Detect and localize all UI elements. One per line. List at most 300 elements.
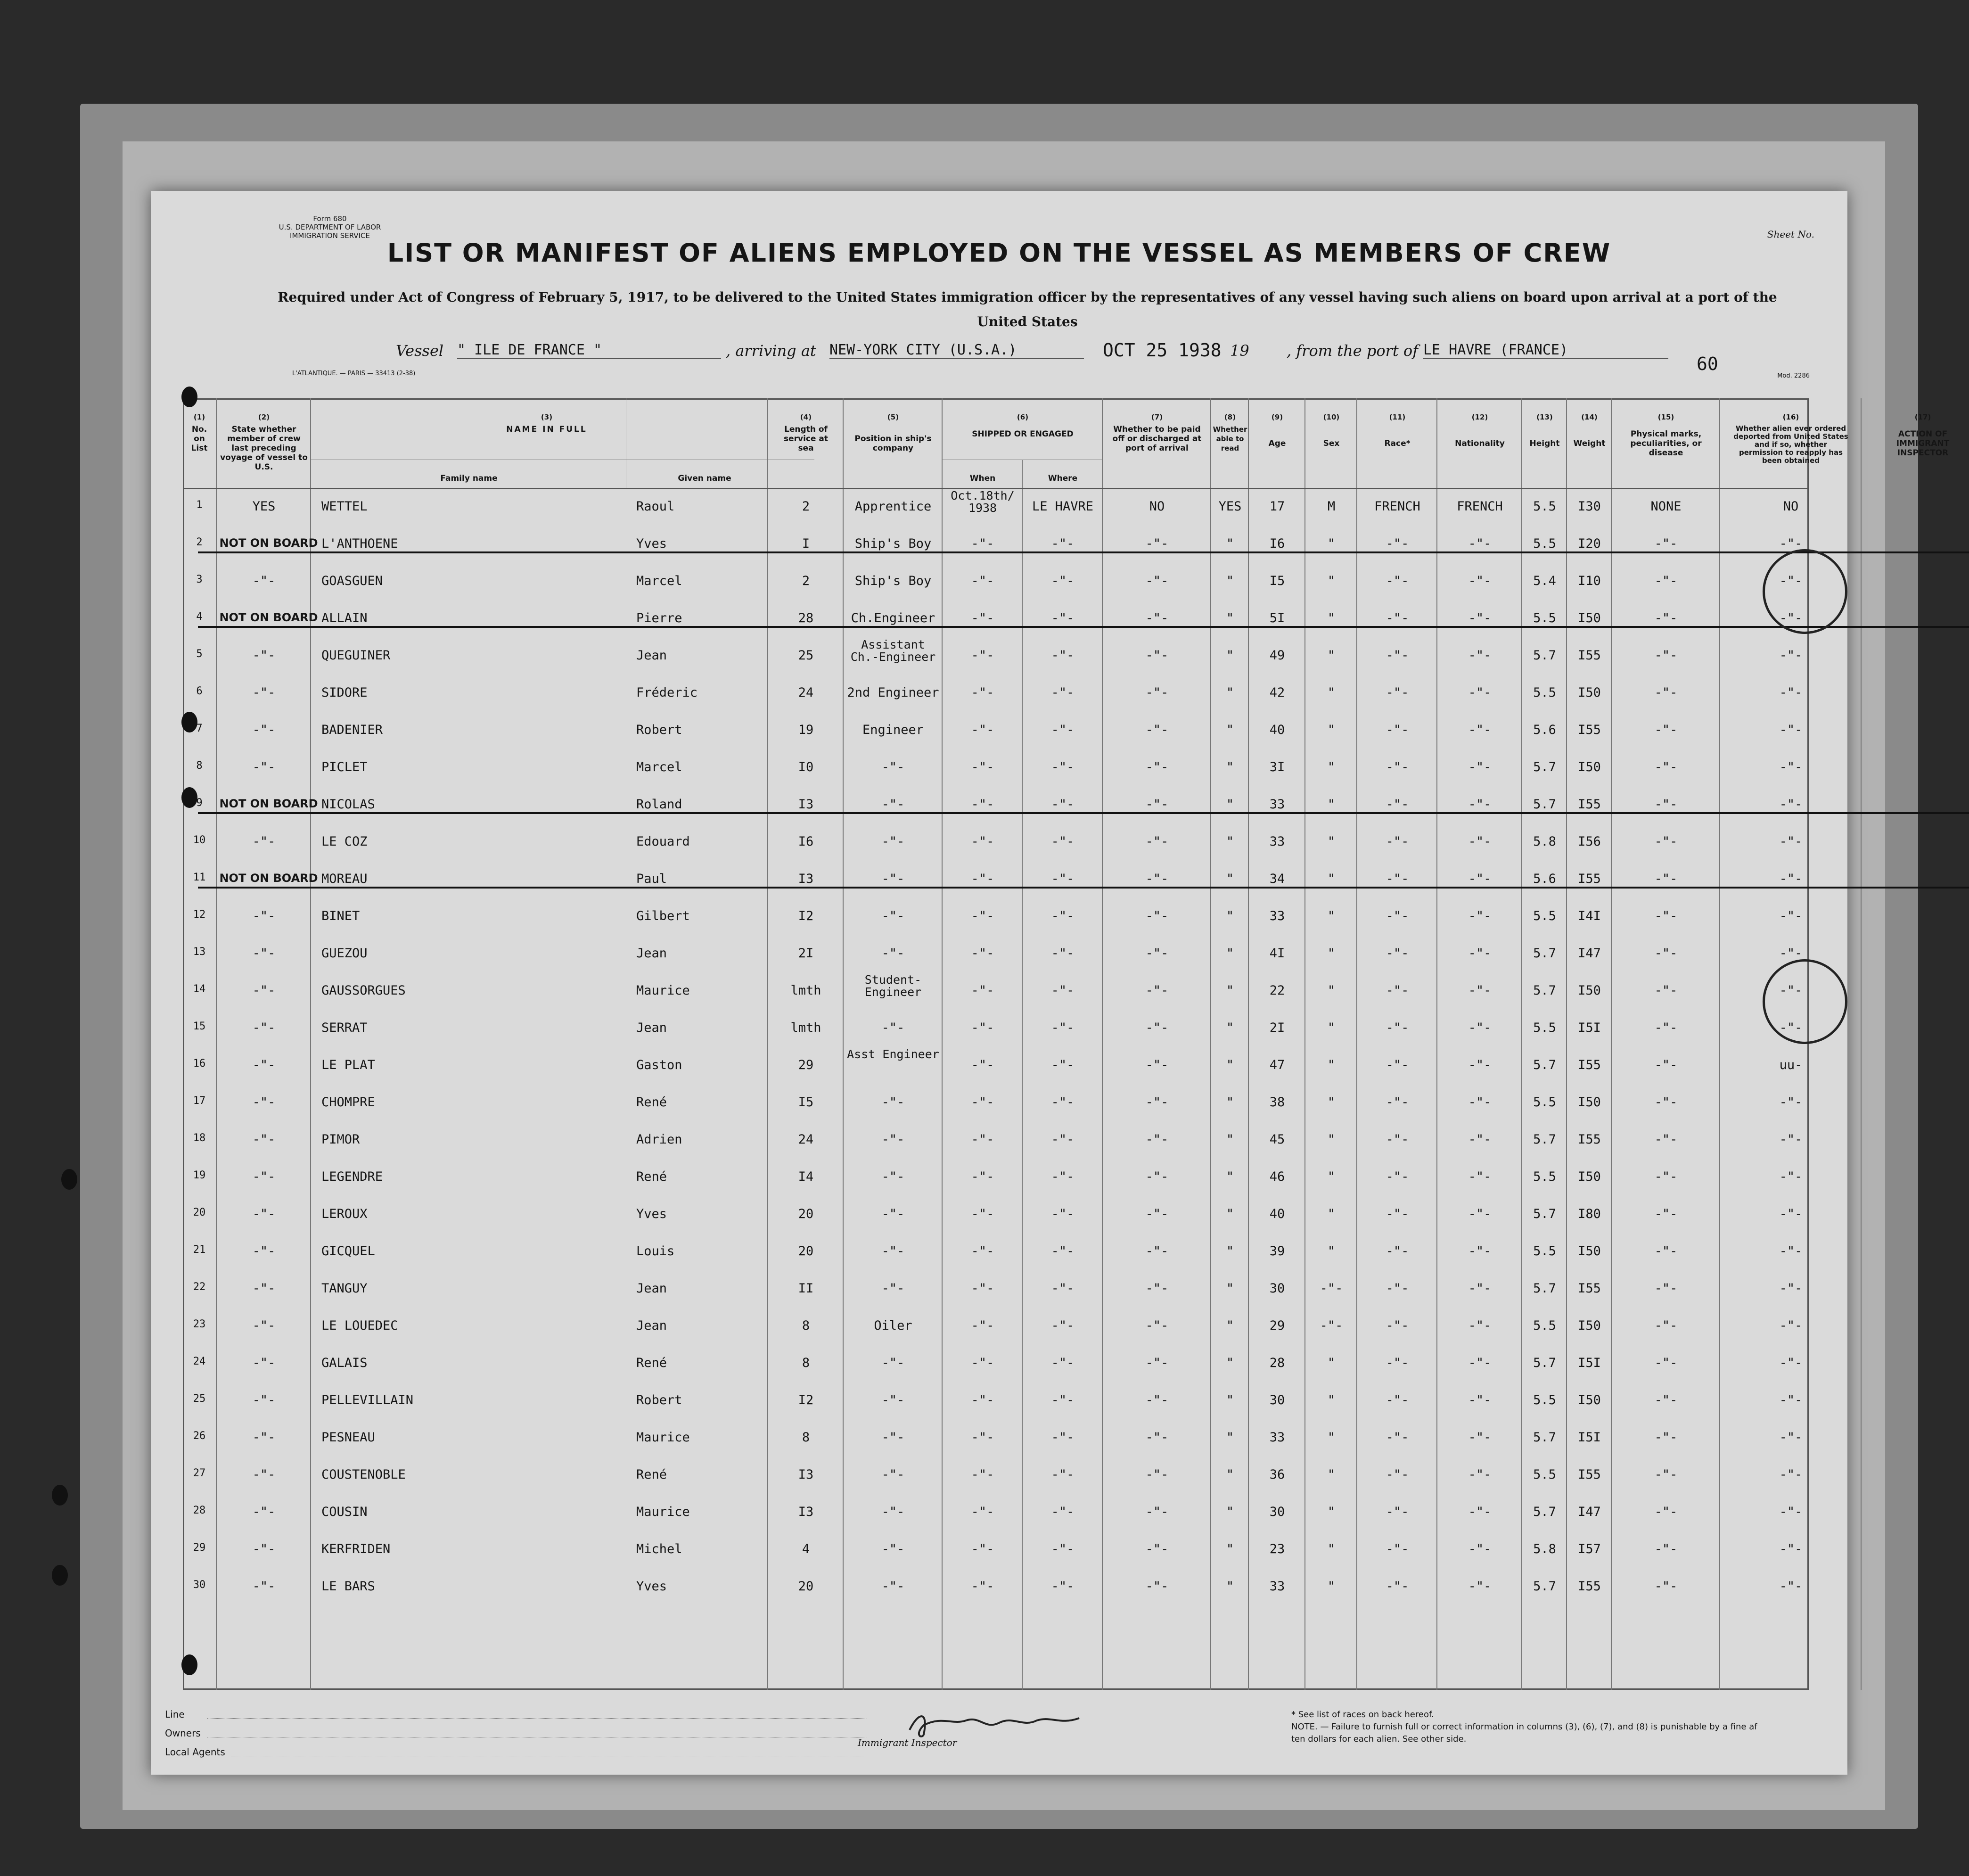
table-row — [151, 1163, 1847, 1200]
cell-weight: I55 — [1578, 1058, 1601, 1072]
cell-race: -"- — [1386, 1393, 1409, 1407]
cell-height: 5.5 — [1533, 1467, 1556, 1482]
cell-sex: " — [1327, 1579, 1336, 1594]
cell-paid: -"- — [1145, 536, 1169, 551]
cell-no: 17 — [193, 1095, 206, 1107]
cell-service: 20 — [798, 1207, 814, 1221]
cell-sex: " — [1327, 1095, 1336, 1110]
cell-deported: -"- — [1779, 1207, 1803, 1221]
cell-age: 40 — [1269, 723, 1285, 737]
cell-weight: I55 — [1578, 723, 1601, 737]
cell-marks: -"- — [1654, 909, 1678, 923]
cell-weight: I30 — [1578, 499, 1601, 514]
cell-marks: -"- — [1654, 1169, 1678, 1184]
cell-where: -"- — [1051, 1058, 1075, 1072]
cell-marks: -"- — [1654, 1430, 1678, 1445]
cell-given: Robert — [636, 1393, 682, 1407]
cell-no: 24 — [193, 1356, 206, 1367]
cell-family: GAUSSORGUES — [321, 983, 406, 998]
table-row — [151, 604, 1847, 641]
cell-read: " — [1226, 1318, 1234, 1333]
cell-deported: -"- — [1779, 648, 1803, 663]
cell-member: -"- — [252, 1207, 276, 1221]
punch-hole — [52, 1485, 68, 1506]
cell-member: -"- — [252, 1505, 276, 1519]
cell-position: 2nd Engineer — [847, 685, 939, 700]
cell-nat: -"- — [1468, 648, 1492, 663]
cell-sex: " — [1327, 834, 1336, 849]
cell-deported: -"- — [1779, 685, 1803, 700]
col-1-header: (1) No. on List — [191, 413, 208, 453]
cell-race: -"- — [1386, 1356, 1409, 1370]
cell-position: -"- — [881, 1393, 905, 1407]
cell-no: 16 — [193, 1058, 206, 1070]
cell-paid: -"- — [1145, 1020, 1169, 1035]
cell-deported: -"- — [1779, 909, 1803, 923]
table-row — [151, 790, 1847, 827]
cell-paid: -"- — [1145, 1579, 1169, 1594]
cell-marks: -"- — [1654, 723, 1678, 737]
cell-sex: " — [1327, 797, 1336, 812]
cell-age: 33 — [1269, 1579, 1285, 1594]
cell-weight: I5I — [1578, 1430, 1601, 1445]
cell-when: -"- — [971, 834, 994, 849]
cell-deported: -"- — [1779, 760, 1803, 774]
cell-position: -"- — [881, 1542, 905, 1556]
cell-paid: -"- — [1145, 1430, 1169, 1445]
cell-paid: -"- — [1145, 1542, 1169, 1556]
cell-given: Edouard — [636, 834, 690, 849]
cell-sex: " — [1327, 1244, 1336, 1259]
cell-service: I0 — [798, 760, 814, 774]
cell-race: FRENCH — [1374, 499, 1420, 514]
table-row — [151, 1498, 1847, 1535]
cell-paid: -"- — [1145, 834, 1169, 849]
cell-read: " — [1226, 797, 1234, 812]
cell-read: " — [1226, 1169, 1234, 1184]
cell-marks: -"- — [1654, 1393, 1678, 1407]
cell-family: PESNEAU — [321, 1430, 375, 1445]
punch-hole — [181, 787, 197, 808]
cell-position: -"- — [881, 1430, 905, 1445]
cell-family: LE LOUEDEC — [321, 1318, 398, 1333]
cell-read: " — [1226, 685, 1234, 700]
strike-through-line — [198, 812, 1969, 814]
cell-family: GUEZOU — [321, 946, 368, 961]
cell-read: " — [1226, 1393, 1234, 1407]
cell-service: 24 — [798, 685, 814, 700]
cell-no: 13 — [193, 946, 206, 958]
cell-read: " — [1226, 946, 1234, 961]
col-3-header: (3) NAME IN FULL — [506, 413, 587, 434]
cell-age: 23 — [1269, 1542, 1285, 1556]
cell-read: " — [1226, 723, 1234, 737]
cell-given: Gilbert — [636, 909, 690, 923]
cell-marks: -"- — [1654, 1132, 1678, 1147]
cell-family: LE PLAT — [321, 1058, 375, 1072]
cell-where: -"- — [1051, 1542, 1075, 1556]
cell-service: 2I — [798, 946, 814, 961]
cell-weight: I55 — [1578, 872, 1601, 886]
cell-position: -"- — [881, 1505, 905, 1519]
table-row — [151, 1126, 1847, 1162]
cell-race: -"- — [1386, 1169, 1409, 1184]
cell-age: 33 — [1269, 909, 1285, 923]
cell-service: I4 — [798, 1169, 814, 1184]
cell-member: NOT ON BOARD — [219, 872, 318, 885]
cell-paid: -"- — [1145, 1505, 1169, 1519]
cell-sex: " — [1327, 1356, 1336, 1370]
cell-deported: -"- — [1779, 611, 1803, 625]
cell-weight: I5I — [1578, 1020, 1601, 1035]
cell-member: -"- — [252, 1579, 276, 1594]
cell-no: 5 — [196, 648, 203, 660]
document-title: LIST OR MANIFEST OF ALIENS EMPLOYED ON THE VESSEL AS MEMBERS OF CREW — [387, 238, 1611, 268]
cell-height: 5.7 — [1533, 1207, 1556, 1221]
punch-hole — [61, 1169, 77, 1190]
table-row — [151, 489, 1847, 529]
cell-member: -"- — [252, 983, 276, 998]
arrival-port: NEW-YORK CITY (U.S.A.) — [829, 342, 1084, 359]
cell-position: Ship's Boy — [854, 574, 932, 588]
cell-deported: -"- — [1779, 1095, 1803, 1110]
cell-sex: " — [1327, 1169, 1336, 1184]
cell-family: NICOLAS — [321, 797, 375, 812]
cell-race: -"- — [1386, 536, 1409, 551]
cell-deported: -"- — [1779, 574, 1803, 588]
cell-race: -"- — [1386, 1207, 1409, 1221]
cell-weight: I4I — [1578, 909, 1601, 923]
cell-no: 12 — [193, 909, 206, 921]
cell-nat: -"- — [1468, 611, 1492, 625]
col-2-header: (2) State whether member of crew last preceding voyage of vessel to U.S. — [220, 413, 308, 472]
cell-weight: I50 — [1578, 1095, 1601, 1110]
cell-nat: -"- — [1468, 797, 1492, 812]
cell-service: I5 — [798, 1095, 814, 1110]
table-row — [151, 865, 1847, 902]
cell-service: lmth — [790, 1020, 821, 1035]
cell-service: 25 — [798, 648, 814, 663]
year-label: 19 — [1230, 342, 1249, 360]
cell-race: -"- — [1386, 611, 1409, 625]
cell-deported: -"- — [1779, 1393, 1803, 1407]
col-9-header: (9) Age — [1268, 413, 1286, 448]
cell-member: NOT ON BOARD — [219, 797, 318, 810]
cell-service: 2 — [802, 574, 810, 588]
cell-position: -"- — [881, 909, 905, 923]
cell-family: BADENIER — [321, 723, 383, 737]
cell-paid: -"- — [1145, 1467, 1169, 1482]
cell-read: " — [1226, 1132, 1234, 1147]
cell-age: 42 — [1269, 685, 1285, 700]
cell-given: René — [636, 1169, 667, 1184]
cell-nat: -"- — [1468, 1356, 1492, 1370]
col-15-header: (15) Physical marks, peculiarities, or disease — [1630, 413, 1702, 458]
cell-race: -"- — [1386, 648, 1409, 663]
col-14-header: (14) Weight — [1573, 413, 1606, 448]
cell-weight: I50 — [1578, 1244, 1601, 1259]
cell-age: 4I — [1269, 946, 1285, 961]
cell-no: 9 — [196, 797, 203, 809]
col-17-header: (17) ACTION OF IMMIGRANT INSPECTOR — [1896, 413, 1950, 458]
cell-age: I5 — [1269, 574, 1285, 588]
table-row — [151, 1461, 1847, 1498]
cell-when: -"- — [971, 1467, 994, 1482]
cell-nat: -"- — [1468, 834, 1492, 849]
cell-given: Adrien — [636, 1132, 682, 1147]
cell-family: L'ANTHOENE — [321, 536, 398, 551]
cell-sex: " — [1327, 909, 1336, 923]
cell-read: " — [1226, 834, 1234, 849]
cell-service: I3 — [798, 797, 814, 812]
cell-position: -"- — [881, 1467, 905, 1482]
cell-weight: I80 — [1578, 1207, 1601, 1221]
cell-marks: -"- — [1654, 1281, 1678, 1296]
sheet-number-label: Sheet No. — [1767, 229, 1814, 240]
cell-deported: -"- — [1779, 1542, 1803, 1556]
cell-marks: -"- — [1654, 1318, 1678, 1333]
cell-marks: -"- — [1654, 797, 1678, 812]
cell-height: 5.5 — [1533, 1318, 1556, 1333]
cell-sex: " — [1327, 946, 1336, 961]
cell-service: I2 — [798, 1393, 814, 1407]
cell-when: -"- — [971, 1505, 994, 1519]
cell-height: 5.5 — [1533, 1020, 1556, 1035]
cell-marks: -"- — [1654, 1505, 1678, 1519]
cell-family: LEGENDRE — [321, 1169, 383, 1184]
cell-when: -"- — [971, 1207, 994, 1221]
cell-where: -"- — [1051, 1132, 1075, 1147]
cell-given: Raoul — [636, 499, 675, 514]
cell-member: -"- — [252, 909, 276, 923]
col-10-header: (10) Sex — [1323, 413, 1340, 448]
cell-position: Student- Engineer — [864, 973, 922, 999]
cell-age: 45 — [1269, 1132, 1285, 1147]
cell-where: -"- — [1051, 1318, 1075, 1333]
cell-marks: NONE — [1650, 499, 1682, 514]
cell-nat: -"- — [1468, 1132, 1492, 1147]
cell-deported: uu- — [1779, 1058, 1803, 1072]
cell-height: 5.6 — [1533, 872, 1556, 886]
cell-member: -"- — [252, 1020, 276, 1035]
cell-no: 26 — [193, 1430, 206, 1442]
cell-when: -"- — [971, 574, 994, 588]
strike-through-line — [198, 887, 1969, 889]
cell-height: 5.5 — [1533, 685, 1556, 700]
cell-sex: " — [1327, 723, 1336, 737]
cell-given: Yves — [636, 1207, 667, 1221]
cell-read: " — [1226, 1505, 1234, 1519]
cell-nat: -"- — [1468, 723, 1492, 737]
cell-sex: " — [1327, 536, 1336, 551]
cell-deported: -"- — [1779, 1579, 1803, 1594]
cell-paid: -"- — [1145, 1058, 1169, 1072]
cell-deported: -"- — [1779, 1169, 1803, 1184]
cell-weight: I55 — [1578, 797, 1601, 812]
cell-where: -"- — [1051, 1430, 1075, 1445]
cell-when: -"- — [971, 983, 994, 998]
cell-service: 8 — [802, 1318, 810, 1333]
cell-no: 25 — [193, 1393, 206, 1405]
cell-position: -"- — [881, 1169, 905, 1184]
cell-no: 29 — [193, 1542, 206, 1554]
cell-deported: -"- — [1779, 946, 1803, 961]
cell-paid: NO — [1149, 499, 1165, 514]
cell-marks: -"- — [1654, 536, 1678, 551]
cell-sex: " — [1327, 1505, 1336, 1519]
cell-member: -"- — [252, 1281, 276, 1296]
cell-deported: NO — [1783, 499, 1799, 514]
table-row — [151, 1572, 1847, 1609]
cell-nat: -"- — [1468, 1467, 1492, 1482]
cell-where: -"- — [1051, 797, 1075, 812]
cell-marks: -"- — [1654, 1356, 1678, 1370]
cell-family: CHOMPRE — [321, 1095, 375, 1110]
cell-marks: -"- — [1654, 685, 1678, 700]
cell-race: -"- — [1386, 872, 1409, 886]
cell-given: Maurice — [636, 1505, 690, 1519]
cell-service: 20 — [798, 1579, 814, 1594]
cell-nat: -"- — [1468, 1244, 1492, 1259]
cell-where: -"- — [1051, 1467, 1075, 1482]
cell-sex: " — [1327, 1058, 1336, 1072]
cell-service: I3 — [798, 1505, 814, 1519]
cell-given: Michel — [636, 1542, 682, 1556]
cell-nat: FRENCH — [1457, 499, 1503, 514]
cell-position: Assistant Ch.-Engineer — [850, 638, 936, 664]
vessel-label: Vessel — [396, 342, 444, 360]
cell-paid: -"- — [1145, 1318, 1169, 1333]
table-row — [151, 1047, 1847, 1088]
cell-service: 8 — [802, 1356, 810, 1370]
cell-given: René — [636, 1095, 667, 1110]
cell-no: 3 — [196, 574, 203, 585]
cell-age: 2I — [1269, 1020, 1285, 1035]
cell-deported: -"- — [1779, 834, 1803, 849]
cell-position: -"- — [881, 797, 905, 812]
cell-weight: I47 — [1578, 946, 1601, 961]
cell-race: -"- — [1386, 685, 1409, 700]
cell-position: -"- — [881, 1356, 905, 1370]
cell-race: -"- — [1386, 1281, 1409, 1296]
cell-age: 46 — [1269, 1169, 1285, 1184]
cell-family: GOASGUEN — [321, 574, 383, 588]
cell-when: -"- — [971, 723, 994, 737]
punch-hole — [52, 1565, 68, 1586]
table-row — [151, 902, 1847, 939]
cell-given: Paul — [636, 872, 667, 886]
cell-weight: I50 — [1578, 760, 1601, 774]
cell-service: 28 — [798, 611, 814, 625]
cell-given: Roland — [636, 797, 682, 812]
cell-member: -"- — [252, 834, 276, 849]
cell-where: -"- — [1051, 946, 1075, 961]
cell-nat: -"- — [1468, 1505, 1492, 1519]
cell-when: -"- — [971, 1430, 994, 1445]
cell-race: -"- — [1386, 1430, 1409, 1445]
cell-weight: I50 — [1578, 983, 1601, 998]
footer-notes — [1291, 1709, 1763, 1745]
cell-race: -"- — [1386, 1058, 1409, 1072]
cell-service: lmth — [790, 983, 821, 998]
cell-where: -"- — [1051, 1281, 1075, 1296]
cell-member: -"- — [252, 1542, 276, 1556]
cell-height: 5.7 — [1533, 1058, 1556, 1072]
cell-where: -"- — [1051, 1393, 1075, 1407]
table-row — [151, 638, 1847, 678]
cell-weight: I47 — [1578, 1505, 1601, 1519]
cell-when: -"- — [971, 685, 994, 700]
cell-when: -"- — [971, 536, 994, 551]
cell-marks: -"- — [1654, 574, 1678, 588]
cell-deported: -"- — [1779, 1430, 1803, 1445]
cell-where: -"- — [1051, 872, 1075, 886]
cell-race: -"- — [1386, 760, 1409, 774]
cell-position: -"- — [881, 1095, 905, 1110]
cell-height: 5.5 — [1533, 536, 1556, 551]
cell-when: -"- — [971, 1244, 994, 1259]
cell-when: -"- — [971, 648, 994, 663]
col-12-header: (12) Nationality — [1455, 413, 1505, 448]
cell-race: -"- — [1386, 1095, 1409, 1110]
cell-paid: -"- — [1145, 1393, 1169, 1407]
cell-marks: -"- — [1654, 1020, 1678, 1035]
table-row — [151, 1088, 1847, 1125]
cell-read: " — [1226, 536, 1234, 551]
cell-height: 5.7 — [1533, 1579, 1556, 1594]
cell-paid: -"- — [1145, 611, 1169, 625]
cell-service: 4 — [802, 1542, 810, 1556]
cell-family: TANGUY — [321, 1281, 368, 1296]
cell-marks: -"- — [1654, 834, 1678, 849]
cell-race: -"- — [1386, 1505, 1409, 1519]
cell-nat: -"- — [1468, 536, 1492, 551]
cell-race: -"- — [1386, 946, 1409, 961]
sheet-count: 60 — [1697, 354, 1718, 374]
cell-position: -"- — [881, 946, 905, 961]
cell-family: PIMOR — [321, 1132, 360, 1147]
cell-position: -"- — [881, 1244, 905, 1259]
cell-position: Oiler — [874, 1318, 912, 1333]
cell-weight: I55 — [1578, 1579, 1601, 1594]
cell-marks: -"- — [1654, 1542, 1678, 1556]
cell-race: -"- — [1386, 1318, 1409, 1333]
cell-no: 7 — [196, 723, 203, 734]
cell-family: COUSTENOBLE — [321, 1467, 406, 1482]
cell-when: -"- — [971, 797, 994, 812]
cell-position: -"- — [881, 1020, 905, 1035]
cell-deported: -"- — [1779, 1281, 1803, 1296]
cell-sex: " — [1327, 760, 1336, 774]
cell-sex: -"- — [1320, 1281, 1343, 1296]
cell-nat: -"- — [1468, 983, 1492, 998]
cell-read: " — [1226, 1579, 1234, 1594]
cell-service: I — [802, 536, 810, 551]
cell-when: -"- — [971, 760, 994, 774]
cell-no: 21 — [193, 1244, 206, 1256]
cell-where: -"- — [1051, 611, 1075, 625]
cell-nat: -"- — [1468, 1579, 1492, 1594]
cell-nat: -"- — [1468, 760, 1492, 774]
model-number: Mod. 2286 — [1777, 372, 1810, 379]
cell-age: 36 — [1269, 1467, 1285, 1482]
cell-family: ALLAIN — [321, 611, 368, 625]
cell-race: -"- — [1386, 797, 1409, 812]
departure-port: LE HAVRE (FRANCE) — [1423, 342, 1668, 359]
cell-when: -"- — [971, 1095, 994, 1110]
cell-marks: -"- — [1654, 760, 1678, 774]
cell-service: 20 — [798, 1244, 814, 1259]
